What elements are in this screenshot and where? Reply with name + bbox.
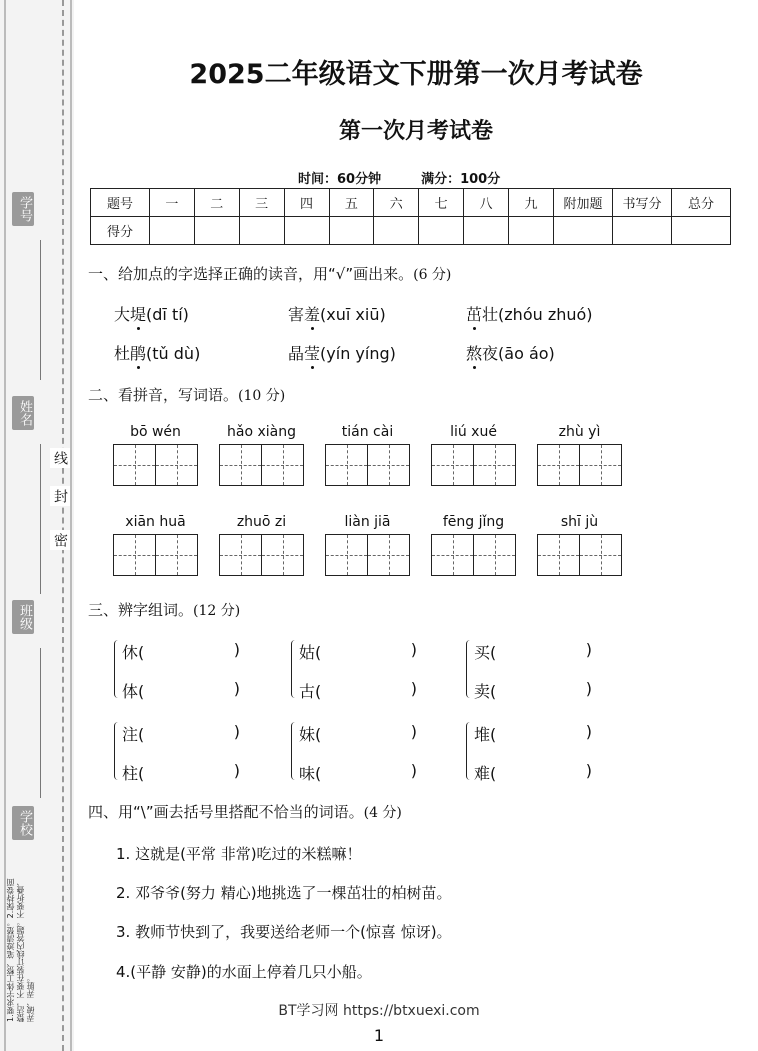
grid-cell[interactable]: [432, 445, 474, 485]
q3-points: (12 分): [193, 603, 241, 619]
q2-title: 二、看拼音，写词语。: [88, 386, 239, 404]
margin-stripe: [70, 0, 72, 1051]
pinyin-write-box[interactable]: [431, 424, 516, 486]
writing-grid[interactable]: [113, 444, 198, 486]
word-char: 卖(: [474, 682, 497, 701]
document-title: 2025二年级语文下册第一次月考试卷: [189, 59, 643, 90]
q4-sentence[interactable]: 4.(平静 安静)的水面上停着几只小船。: [116, 963, 372, 981]
close-paren: ): [410, 761, 417, 780]
grid-cell[interactable]: [368, 535, 409, 575]
q1-dotted-char: 茁: [466, 305, 483, 324]
close-paren: ): [233, 640, 240, 659]
score-cell: [509, 217, 554, 245]
score-cell: [284, 217, 329, 245]
word-char: 注(: [122, 725, 145, 744]
word-row[interactable]: [122, 679, 240, 702]
writing-grid[interactable]: [113, 534, 198, 576]
brace: [291, 722, 298, 780]
q1-char: 杜: [114, 344, 131, 363]
q1-item: [114, 341, 200, 364]
q4-points: (4 分): [363, 805, 402, 821]
word-char: 体(: [122, 682, 145, 701]
score-cell: [554, 217, 613, 245]
q1-item: [466, 302, 593, 325]
grid-cell[interactable]: [156, 535, 197, 575]
pinyin-label: hǎo xiàng: [227, 424, 296, 440]
q1-char: 晶: [288, 344, 305, 363]
word-row[interactable]: [299, 761, 417, 784]
pinyin-write-box[interactable]: [219, 514, 304, 576]
exam-subtitle: 第一次月考试卷: [338, 119, 493, 144]
brace: [291, 640, 298, 698]
student-id-label: 学号: [12, 192, 34, 226]
brace: [466, 640, 473, 698]
grid-cell[interactable]: [262, 535, 303, 575]
pinyin-write-box[interactable]: [431, 514, 516, 576]
header-cell: 九: [509, 189, 554, 217]
pinyin-write-box[interactable]: [113, 514, 198, 576]
q1-char: 害: [288, 305, 305, 324]
writing-grid[interactable]: [431, 534, 516, 576]
word-char: 堆(: [474, 725, 497, 744]
header-cell: 题号: [91, 189, 150, 217]
pinyin-label: liàn jiā: [344, 514, 391, 530]
time-limit: 时间：60分钟: [298, 172, 382, 187]
grid-cell[interactable]: [114, 535, 156, 575]
close-paren: ): [585, 640, 592, 659]
q1-dotted-char: 莹: [304, 344, 321, 363]
close-paren: ): [585, 761, 592, 780]
q4-sentence[interactable]: 1. 这就是(平常 非常)吃过的米糕嘛！: [116, 845, 362, 863]
word-row[interactable]: [299, 679, 417, 702]
header-cell: 附加题: [554, 189, 613, 217]
q1-char: 夜: [482, 344, 499, 363]
pinyin-label: tián cài: [341, 424, 394, 440]
close-paren: ): [233, 761, 240, 780]
word-group: [295, 640, 425, 700]
grid-cell[interactable]: [262, 445, 303, 485]
q1-heading: [88, 263, 451, 284]
pinyin-write-box[interactable]: [325, 424, 410, 486]
close-paren: ): [410, 679, 417, 698]
q1-dotted-char: 堤: [130, 305, 147, 324]
score-header-row: [91, 189, 731, 217]
word-row[interactable]: [122, 640, 240, 663]
binding-dash-line: [62, 0, 64, 1051]
score-cell: [419, 217, 464, 245]
score-cell: [329, 217, 374, 245]
score-cell: [374, 217, 419, 245]
time-info: [298, 168, 540, 187]
q3-title: 三、辨字组词。: [88, 601, 194, 619]
score-cell: [239, 217, 284, 245]
seal-char-xian: 密: [50, 530, 70, 550]
q4-title: 四、用“\”画去括号里搭配不恰当的词语。: [88, 803, 364, 821]
brace: [114, 722, 121, 780]
header-cell: 三: [239, 189, 284, 217]
binding-margin: [0, 0, 74, 1051]
header-cell: 总分: [672, 189, 731, 217]
close-paren: ): [585, 722, 592, 741]
header-cell: 八: [464, 189, 509, 217]
pinyin-write-box[interactable]: [325, 514, 410, 576]
seal-char-mi: 线: [50, 448, 70, 468]
writing-grid[interactable]: [325, 534, 410, 576]
score-table: [90, 188, 731, 245]
grid-cell[interactable]: [474, 445, 515, 485]
brace: [114, 640, 121, 698]
word-char: 姑(: [299, 643, 322, 662]
q1-char: 大: [114, 305, 131, 324]
grid-cell[interactable]: [156, 445, 197, 485]
writing-grid[interactable]: [219, 534, 304, 576]
q2-heading: [88, 384, 285, 405]
close-paren: ): [585, 679, 592, 698]
pinyin-label: zhù yì: [558, 424, 601, 440]
q1-pinyin-options: (yín yíng): [320, 344, 396, 363]
q1-pinyin-options: (āo áo): [498, 344, 555, 363]
pinyin-label: bō wén: [130, 424, 181, 440]
score-cell: [464, 217, 509, 245]
q1-pinyin-options: (tǔ dù): [146, 344, 201, 363]
grid-cell[interactable]: [114, 445, 156, 485]
word-char: 味(: [299, 764, 322, 783]
close-paren: ): [233, 722, 240, 741]
writing-grid[interactable]: [431, 444, 516, 486]
score-cell: [613, 217, 672, 245]
q1-item: [288, 341, 396, 364]
brace: [466, 722, 473, 780]
pinyin-write-box[interactable]: [219, 424, 304, 486]
grid-cell[interactable]: [220, 445, 262, 485]
name-line: [40, 444, 41, 594]
word-group: [470, 640, 600, 700]
writing-grid[interactable]: [537, 444, 622, 486]
header-cell: 五: [329, 189, 374, 217]
header-cell: 二: [194, 189, 239, 217]
writing-grid[interactable]: [537, 534, 622, 576]
watermark-footer: BT学习网 https://btxuexi.com: [278, 1003, 480, 1019]
writing-grid[interactable]: [325, 444, 410, 486]
exam-notes: 1.要求字体工整、笔迹清楚。2.保持卷面整洁，不要在装订线内答题。不要折叠、弄破、弄脏。: [6, 878, 35, 1022]
q1-pinyin-options: (xuī xiū): [320, 305, 386, 324]
word-row[interactable]: [299, 640, 417, 663]
q2-points: (10 分): [238, 388, 286, 404]
row-label: 得分: [91, 217, 150, 245]
word-char: 妹(: [299, 725, 322, 744]
pinyin-write-box[interactable]: [537, 424, 622, 486]
close-paren: ): [233, 679, 240, 698]
word-group: [295, 722, 425, 782]
grid-cell[interactable]: [220, 535, 262, 575]
grid-cell[interactable]: [538, 535, 580, 575]
header-cell: 六: [374, 189, 419, 217]
score-cell: [672, 217, 731, 245]
word-group: [118, 640, 248, 700]
word-row[interactable]: [299, 722, 417, 745]
q1-item: [114, 302, 189, 325]
score-value-row: [91, 217, 731, 245]
word-group: [470, 722, 600, 782]
grid-cell[interactable]: [326, 535, 368, 575]
word-char: 难(: [474, 764, 497, 783]
close-paren: ): [410, 640, 417, 659]
q4-sentence[interactable]: 2. 邓爷爷(努力 精心)地挑选了一棵茁壮的柏树苗。: [116, 884, 452, 902]
pinyin-label: shī jù: [560, 514, 599, 530]
class-line: [40, 648, 41, 798]
q1-dotted-char: 鹃: [130, 344, 147, 363]
page-number: 1: [373, 1026, 385, 1045]
word-row[interactable]: [474, 722, 592, 745]
q1-pinyin-options: (dī tí): [146, 305, 189, 324]
full-score: 满分：100分: [421, 172, 501, 187]
name-label: 姓名: [12, 396, 34, 430]
close-paren: ): [410, 722, 417, 741]
header-cell: 七: [419, 189, 464, 217]
pinyin-write-box[interactable]: [113, 424, 198, 486]
pinyin-label: xiān huā: [125, 514, 186, 530]
score-cell: [194, 217, 239, 245]
q1-dotted-char: 熬: [466, 344, 483, 363]
student-id-line: [40, 240, 41, 380]
header-cell: 四: [284, 189, 329, 217]
q1-item: [466, 341, 555, 364]
pinyin-label: liú xué: [450, 424, 497, 440]
word-char: 休(: [122, 643, 145, 662]
q1-item: [288, 302, 386, 325]
word-row[interactable]: [122, 722, 240, 745]
word-row[interactable]: [474, 640, 592, 663]
header-cell: 一: [150, 189, 195, 217]
q4-heading: [88, 801, 402, 822]
word-row[interactable]: [122, 761, 240, 784]
q1-dotted-char: 羞: [304, 305, 321, 324]
q1-title: 一、给加点的字选择正确的读音，用“√”画出来。: [88, 265, 414, 283]
word-char: 柱(: [122, 764, 145, 783]
word-row[interactable]: [474, 761, 592, 784]
grid-cell[interactable]: [326, 445, 368, 485]
grid-cell[interactable]: [368, 445, 409, 485]
class-label: 班级: [12, 600, 34, 634]
word-group: [118, 722, 248, 782]
q1-points: (6 分): [413, 267, 452, 283]
pinyin-label: fēng jǐng: [442, 514, 505, 530]
grid-cell[interactable]: [538, 445, 580, 485]
word-char: 买(: [474, 643, 497, 662]
pinyin-label: zhuō zi: [236, 514, 287, 530]
writing-grid[interactable]: [219, 444, 304, 486]
q4-sentence[interactable]: 3. 教师节快到了，我要送给老师一个(惊喜 惊讶)。: [116, 923, 452, 941]
word-row[interactable]: [474, 679, 592, 702]
q1-char: 壮: [482, 305, 499, 324]
q1-pinyin-options: (zhóu zhuó): [498, 305, 593, 324]
grid-cell[interactable]: [580, 445, 621, 485]
q3-heading: [88, 599, 240, 620]
score-cell: [150, 217, 195, 245]
grid-cell[interactable]: [432, 535, 474, 575]
pinyin-write-box[interactable]: [537, 514, 622, 576]
grid-cell[interactable]: [474, 535, 515, 575]
grid-cell[interactable]: [580, 535, 621, 575]
word-char: 古(: [299, 682, 322, 701]
header-cell: 书写分: [613, 189, 672, 217]
school-label: 学校: [12, 806, 34, 840]
seal-char-feng: 封: [50, 486, 70, 506]
